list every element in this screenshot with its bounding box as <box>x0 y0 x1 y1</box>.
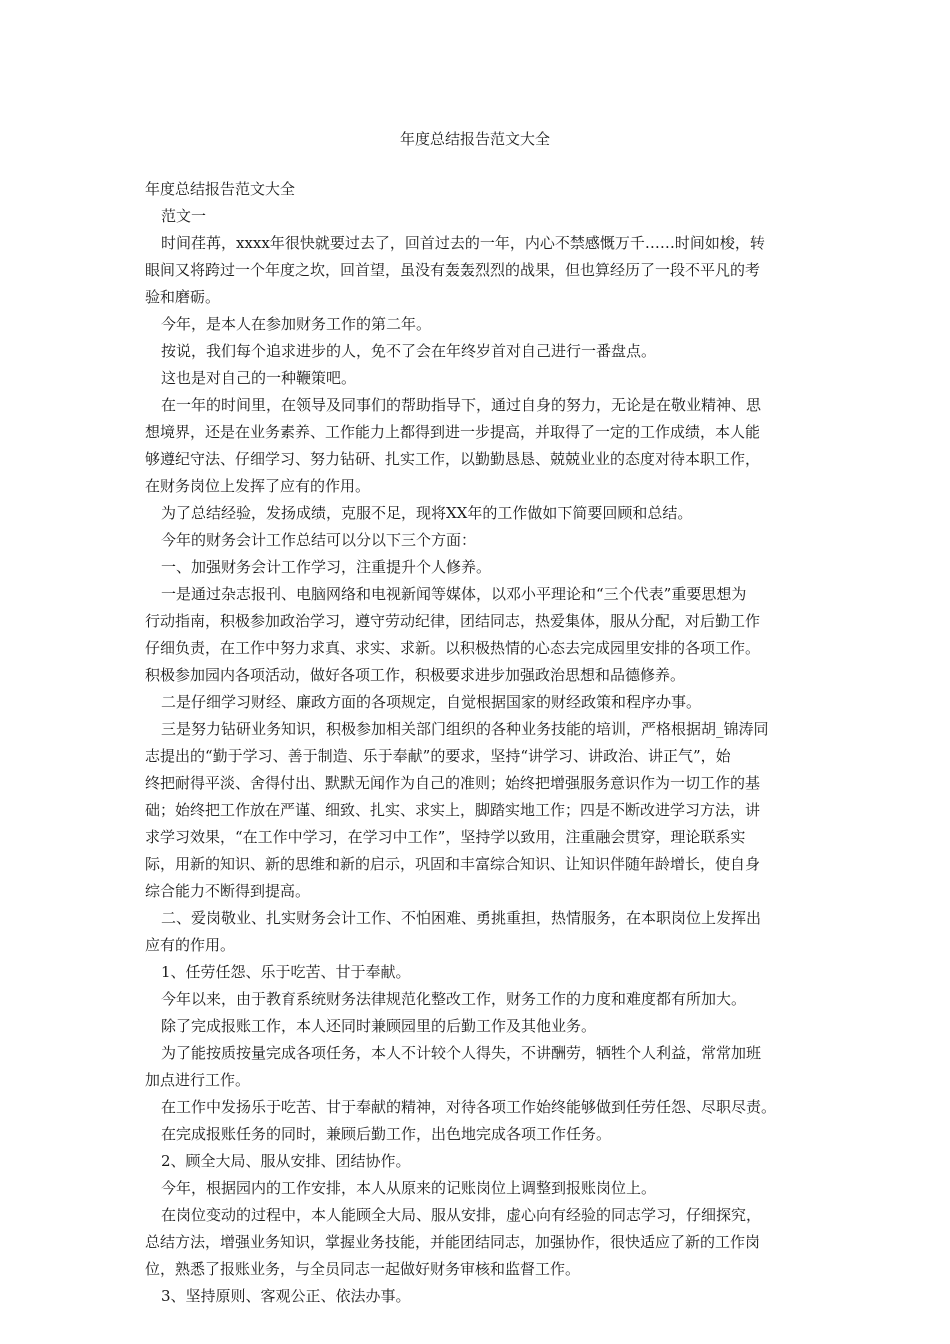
paragraph-line: 二、爱岗敬业、扎实财务会计工作、不怕困难、勇挑重担，热情服务，在本职岗位上发挥出 <box>161 909 762 927</box>
paragraph-line: 范文一 <box>161 207 207 225</box>
paragraph-line: 加点进行工作。 <box>145 1071 251 1089</box>
paragraph-line: 为了能按质按量完成各项任务，本人不计较个人得失，不讲酬劳，牺牲个人利益，常常加班 <box>161 1044 762 1062</box>
paragraph-line: 今年以来，由于教育系统财务法律规范化整改工作，财务工作的力度和难度都有所加大。 <box>161 990 747 1008</box>
paragraph-line: 够遵纪守法、仔细学习、努力钻研、扎实工作，以勤勤恳恳、兢兢业业的态度对待本职工作， <box>145 450 761 468</box>
paragraph-line: 今年，是本人在参加财务工作的第二年。 <box>161 315 432 333</box>
paragraph-line: 按说，我们每个追求进步的人，免不了会在年终岁首对自己进行一番盘点。 <box>161 342 657 360</box>
paragraph-line: 综合能力不断得到提高。 <box>145 882 311 900</box>
paragraph-line: 除了完成报账工作，本人还同时兼顾园里的后勤工作及其他业务。 <box>161 1017 597 1035</box>
paragraph-line: 这也是对自己的一种鞭策吧。 <box>161 369 357 387</box>
page-title: 年度总结报告范文大全 <box>399 130 550 148</box>
paragraph-line: 今年的财务会计工作总结可以分以下三个方面： <box>161 531 477 549</box>
paragraph-line: 志提出的“勤于学习、善于制造、乐于奉献”的要求，坚持“讲学习、讲政治、讲正气”，始 <box>145 747 731 765</box>
paragraph-line: 总结方法，增强业务知识，掌握业务技能，并能团结同志，加强协作，很快适应了新的工作岗 <box>145 1233 761 1251</box>
paragraph-line: 础；始终把工作放在严谨、细致、扎实、求实上，脚踏实地工作；四是不断改进学习方法，讲 <box>145 801 761 819</box>
paragraph-line: 在工作中发扬乐于吃苦、甘于奉献的精神，对待各项工作始终能够做到任劳任怨、尽职尽责。 <box>161 1098 777 1116</box>
paragraph-line: 终把耐得平淡、舍得付出、默默无闻作为自己的准则；始终把增强服务意识作为一切工作的基 <box>145 774 761 792</box>
paragraph-line: 仔细负责，在工作中努力求真、求实、求新。以积极热情的心态去完成园里安排的各项工作。 <box>145 639 761 657</box>
paragraph-line: 位，熟悉了报账业务，与全员同志一起做好财务审核和监督工作。 <box>145 1260 581 1278</box>
paragraph-line: 三是努力钻研业务知识，积极参加相关部门组织的各种业务技能的培训，严格根据胡_锦涛同 <box>161 720 769 738</box>
paragraph-line: 眼间又将跨过一个年度之坎，回首望，虽没有轰轰烈烈的战果，但也算经历了一段不平凡的考 <box>145 261 761 279</box>
paragraph-line: 时间荏苒，xxxx年很快就要过去了，回首过去的一年，内心不禁感慨万千……时间如梭，转 <box>161 234 765 252</box>
paragraph-line: 在完成报账任务的同时，兼顾后勤工作，出色地完成各项工作任务。 <box>161 1125 612 1143</box>
paragraph-line: 在一年的时间里，在领导及同事们的帮助指导下，通过自身的努力，无论是在敬业精神、思 <box>161 396 762 414</box>
paragraph-line: 际，用新的知识、新的思维和新的启示，巩固和丰富综合知识、让知识伴随年龄增长，使自身 <box>145 855 761 873</box>
paragraph-line: 一是通过杂志报刊、电脑网络和电视新闻等媒体，以邓小平理论和“三个代表”重要思想为 <box>161 585 747 603</box>
body-heading: 年度总结报告范文大全 <box>145 180 296 198</box>
paragraph-line: 积极参加园内各项活动，做好各项工作，积极要求进步加强政治思想和品德修养。 <box>145 666 686 684</box>
paragraph-line: 2、顾全大局、服从安排、团结协作。 <box>161 1152 411 1170</box>
paragraph-line: 想境界，还是在业务素养、工作能力上都得到进一步提高，并取得了一定的工作成绩，本人能 <box>145 423 761 441</box>
paragraph-line: 在岗位变动的过程中，本人能顾全大局、服从安排，虚心向有经验的同志学习，仔细探究， <box>161 1206 762 1224</box>
paragraph-line: 今年，根据园内的工作安排，本人从原来的记账岗位上调整到报账岗位上。 <box>161 1179 657 1197</box>
paragraph-line: 1、任劳任怨、乐于吃苦、甘于奉献。 <box>161 963 411 981</box>
paragraph-line: 求学习效果，“在工作中学习，在学习中工作”，坚持学以致用，注重融会贯穿，理论联系实 <box>145 828 746 846</box>
paragraph-line: 一、加强财务会计工作学习，注重提升个人修养。 <box>161 558 492 576</box>
document-body <box>145 176 811 1310</box>
paragraph-line: 为了总结经验，发扬成绩，克服不足，现将XX年的工作做如下简要回顾和总结。 <box>161 504 693 522</box>
paragraph-line: 行动指南，积极参加政治学习，遵守劳动纪律，团结同志，热爱集体，服从分配，对后勤工作 <box>145 612 761 630</box>
paragraph-line: 应有的作用。 <box>145 936 236 954</box>
paragraph-line: 在财务岗位上发挥了应有的作用。 <box>145 477 371 495</box>
paragraph-line: 3、坚持原则、客观公正、依法办事。 <box>161 1287 411 1305</box>
paragraph-line: 验和磨砺。 <box>145 288 221 306</box>
paragraph-line: 二是仔细学习财经、廉政方面的各项规定，自觉根据国家的财经政策和程序办事。 <box>161 693 702 711</box>
